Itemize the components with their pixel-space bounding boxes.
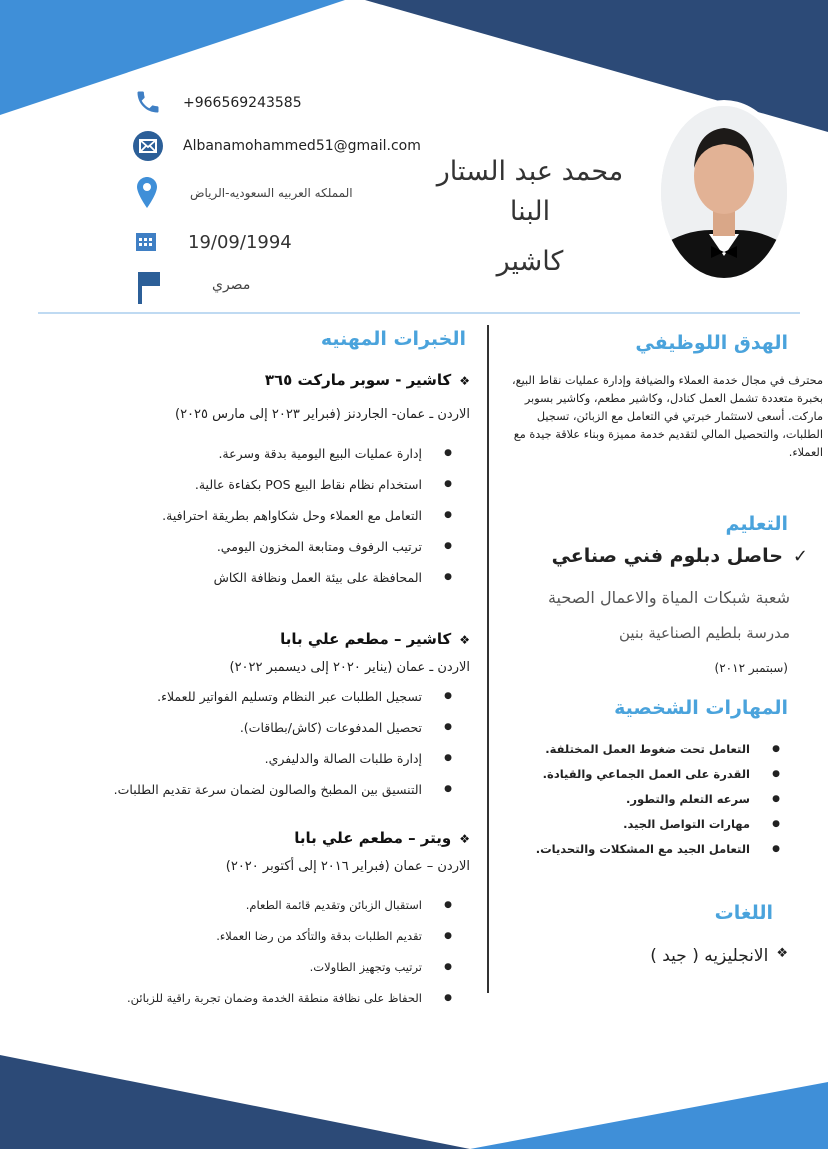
diamond-bullet-icon: ❖: [459, 374, 470, 388]
objective-text: محترف في مجال خدمة العملاء والضيافة وإدارة عمليات نقاط البيع، بخبرة متعددة تشمل العمل كنادل، وكاشير مطعم، وكاشير بسوبر ماركت. أسعى لاستثمار خبرتي في التعامل مع الزبائن، تسجيل الطلبات، والتحصيل المالي لتقديم خدمة مميزة وبناء علاقة جيدة مع العملاء.: [511, 374, 823, 459]
job-1: [90, 371, 470, 593]
job-location: الاردن ـ عمان (يناير ٢٠٢٠ إلى ديسمبر ٢٠٢٢): [229, 660, 470, 675]
profile-photo: [655, 100, 793, 285]
calendar-icon: [135, 230, 157, 256]
task-item: ● ترتيب وتجهيز الطاولات.: [90, 952, 422, 983]
skill-item: ● مهارات التواصل الجيد.: [536, 812, 750, 837]
skill-item: ● القدرة على العمل الجماعي والقيادة.: [536, 762, 750, 787]
task-item: ● استقبال الزبائن وتقديم قائمة الطعام.: [90, 890, 422, 921]
task-item: ● التنسيق بين المطبخ والصالون لضمان سرعة تقديم الطلبات.: [90, 774, 422, 805]
diamond-bullet-icon: ❖: [776, 946, 788, 961]
skills-list: [536, 737, 750, 862]
location-pin-icon: [136, 176, 158, 214]
job-location: الاردن – عمان (فبراير ٢٠١٦ إلى أكتوبر ٢٠٢٠): [225, 859, 470, 874]
person-avatar-icon: [661, 106, 787, 278]
job-title: ❖ويتر – مطعم علي بابا: [294, 829, 470, 847]
bottom-left-band: [0, 1055, 470, 1149]
checkmark-icon: ✓: [792, 545, 808, 567]
email-address[interactable]: Albanamohammed51@gmail.com: [183, 138, 421, 154]
task-item: ● المحافظة على بيئة العمل ونظافة الكاش: [90, 562, 422, 593]
skill-item: ● التعامل الجيد مع المشكلات والتحديات.: [536, 837, 750, 862]
languages-heading: اللغات: [714, 902, 773, 924]
job-title: ❖كاشير - سوبر ماركت ٣٦٥: [264, 371, 470, 389]
birth-date: 19/09/1994: [188, 232, 292, 253]
skills-heading: المهارات الشخصية: [614, 697, 788, 719]
task-item: ● تقديم الطلبات بدقة والتأكد من رضا العملاء.: [90, 921, 422, 952]
education-school: مدرسة بلطيم الصناعية بنين: [618, 624, 790, 642]
job-3: [90, 829, 470, 1014]
education-degree-row: [552, 545, 808, 567]
education-degree: حاصل دبلوم فني صناعي: [551, 545, 783, 567]
education-branch: شعبة شبكات المياة والاعمال الصحية: [547, 588, 790, 607]
address: المملكه العربيه السعوديه-الرياض: [190, 186, 353, 200]
task-item: ● استخدام نظام نقاط البيع POS بكفاءة عالية.: [90, 469, 422, 500]
flag-icon: [137, 270, 161, 308]
job-title: ❖كاشير – مطعم علي بابا: [280, 630, 470, 648]
job-location: الاردن ـ عمان- الجاردنز (فبراير ٢٠٢٣ إلى مارس ٢٠٢٥): [175, 407, 470, 422]
phone-number[interactable]: +966569243585: [183, 95, 302, 111]
job-2: [90, 630, 470, 805]
diamond-bullet-icon: ❖: [459, 832, 470, 846]
skill-item: ● سرعه التعلم والتطور.: [536, 787, 750, 812]
language-text: الانجليزيه ( جيد ): [650, 946, 769, 966]
diamond-bullet-icon: ❖: [459, 633, 470, 647]
task-item: ● ترتيب الرفوف ومتابعة المخزون اليومي.: [90, 531, 422, 562]
task-item: ● تسجيل الطلبات عبر النظام وتسليم الفواتير للعملاء.: [90, 681, 422, 712]
name-line-2: البنا: [509, 196, 551, 227]
name-line-1: محمد عبد الستار: [436, 156, 624, 187]
language-item: [650, 946, 788, 966]
task-item: ● التعامل مع العملاء وحل شكاواهم بطريقة احترافية.: [90, 500, 422, 531]
bottom-right-triangle: [470, 1082, 828, 1149]
nationality: مصري: [212, 277, 251, 293]
task-item: ● إدارة عمليات البيع اليومية بدقة وسرعة.: [90, 438, 422, 469]
task-item: ● تحصيل المدفوعات (كاش/بطاقات).: [90, 712, 422, 743]
phone-icon: [134, 88, 162, 120]
task-item: ● إدارة طلبات الصالة والدليفري.: [90, 743, 422, 774]
email-icon: [132, 130, 164, 166]
task-item: ● الحفاظ على نظافة منطقة الخدمة وضمان تجربة راقية للزبائن.: [90, 983, 422, 1014]
education-date: (سبتمبر ٢٠١٢): [714, 661, 788, 675]
skill-item: ● التعامل تحت ضغوط العمل المختلفة.: [536, 737, 750, 762]
job-title: كاشير: [496, 246, 564, 277]
objective-heading: الهدق اللوظيفي: [635, 332, 788, 354]
experience-heading: الخبرات المهنيه: [320, 328, 466, 350]
education-heading: التعليم: [725, 513, 788, 535]
